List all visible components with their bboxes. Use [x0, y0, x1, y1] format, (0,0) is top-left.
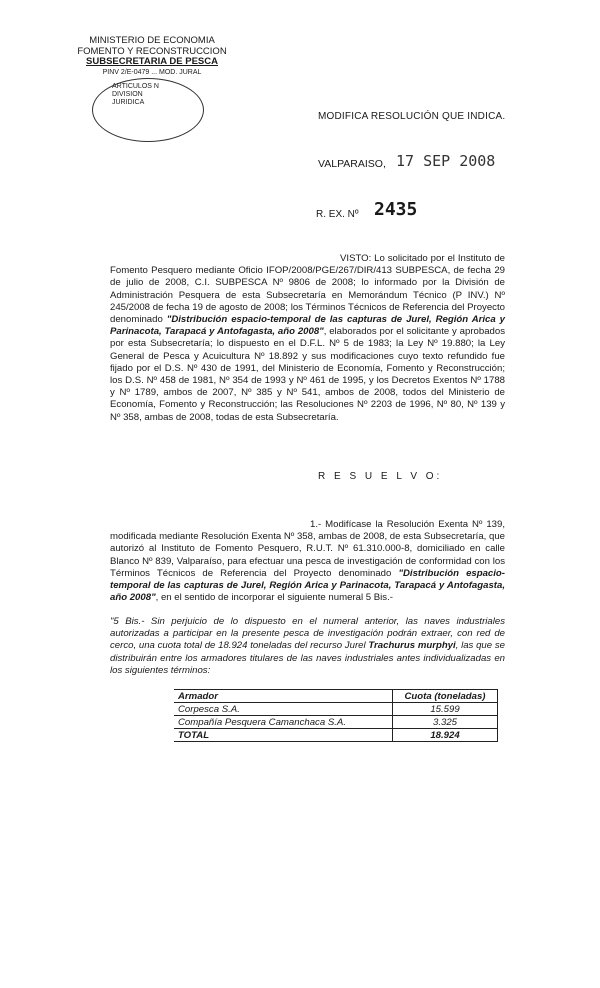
seal-line1: ARTICULOS N	[112, 83, 159, 90]
article1-text-2: , en el sentido de incorporar el siguiente numeral 5 Bis.-	[155, 592, 393, 604]
table-header-row	[174, 690, 498, 703]
visto-project-title: "Distribución espacio-temporal de las capturas de Jurel, Región Arica y Parinacota, Tarapacá y Antofagasta, año 2008"	[110, 314, 505, 338]
total-value: 18.924	[393, 729, 498, 742]
article1-text-1: 1.- Modifícase la Resolución Exenta Nº 139, modificada mediante Resolución Exenta Nº 358, ambas de 2008, de esta Subsecretaría, que autorizó al Instituto de Fomento Pesquero, R.U.T. Nº 61.310.000-8, domiciliado en calle Blanco Nº 839, Valparaíso, para efectuar una pesca de investigación de conformidad con los Términos Técnicos de Referencia del Proyecto denominado	[110, 519, 505, 579]
ministry-header	[62, 36, 242, 78]
quota-table-wrapper	[174, 689, 498, 742]
date-stamp: 17 SEP 2008	[396, 152, 496, 170]
ministry-line2: FOMENTO Y RECONSTRUCCION	[77, 45, 227, 57]
bis-text-2: , las que se distribuirán entre los armadores titulares de las naves industriales antes individualizadas en los siguientes términos:	[110, 640, 505, 676]
seal-line3: JURIDICA	[112, 99, 145, 106]
row2-armador: Compañía Pesquera Camanchaca S.A.	[174, 716, 393, 729]
row1-cuota: 15.599	[393, 703, 498, 716]
row2-cuota: 3.325	[393, 716, 498, 729]
header-armador: Armador	[174, 690, 393, 703]
table-row	[174, 703, 498, 716]
table-total-row	[174, 729, 498, 742]
header-cuota: Cuota (toneladas)	[393, 690, 498, 703]
table-row	[174, 716, 498, 729]
row1-armador: Corpesca S.A.	[174, 703, 393, 716]
quota-table	[174, 689, 498, 742]
ministry-line3: SUBSECRETARIA DE PESCA	[86, 56, 218, 67]
document-subject: MODIFICA RESOLUCIÓN QUE INDICA.	[318, 111, 506, 122]
species-name: Trachurus murphyi	[368, 640, 456, 652]
article1-project-title: "Distribución espacio-temporal de las capturas de Jurel, Región Arica y Parinacota, Tarapacá y Antofagasta, año 2008"	[110, 567, 505, 604]
seal-line2: DIVISION	[112, 91, 143, 98]
visto-text-1: VISTO: Lo solicitado por el Instituto de Fomento Pesquero mediante Oficio IFOP/2008/PGE/267/DIR/413 SUBPESCA, de fecha 29 de julio de 2008, C.I. SUBPESCA Nº 9806 de 2008; lo informado por la División de Administración Pesquera de esta Subsecretaría en Memorándum Técnico (P INV.) Nº 245/2008 de fecha 19 de agosto de 2008; los Términos Técnicos de Referencia del Proyecto denominado	[110, 253, 505, 326]
rex-label: R. EX. Nº	[316, 209, 359, 220]
rex-number: 2435	[374, 199, 418, 220]
ministry-line1: MINISTERIO DE ECONOMIA	[89, 35, 215, 46]
seal-text	[112, 83, 159, 107]
bis-paragraph	[110, 616, 505, 677]
total-label: TOTAL	[174, 729, 393, 742]
ministry-line4: PINV 2/E-0479 ... MOD. JURAL	[102, 68, 202, 76]
article1-paragraph	[110, 519, 505, 604]
visto-paragraph	[110, 253, 505, 424]
place-label: VALPARAISO,	[318, 158, 386, 170]
visto-text-2: , elaborados por el solicitante y aprobados por esta Subsecretaría; lo dispuesto en el D.F.L. Nº 5 de 1983; la Ley Nº 19.880; la Ley General de Pesca y Acuicultura Nº 18.892 y sus modificaciones cuyo texto refundido fue fijado por el D.S. Nº 430 de 1991, del Ministerio de Economía, Fomento y Reconstrucción; los D.S. Nº 458 de 1981, Nº 354 de 1993 y Nº 461 de 1995, y los Decretos Exentos Nº 1788 y Nº 1789, ambos de 2007, Nº 385 y Nº 541, ambos de 2008, todos del Ministerio de Economía, Fomento y Reconstrucción; las Resoluciones Nº 2203 de 1996, Nº 80, Nº 139 y Nº 358, ambas de 2008, todas de esta Subsecretaría.	[110, 326, 506, 423]
bis-text-1: "5 Bis.- Sin perjuicio de lo dispuesto en el numeral anterior, las naves industriales autorizadas a participar en la presente pesca de investigación podrán extraer, con red de cerco, una cuota total de 18.924 toneladas del recurso Jurel	[110, 616, 505, 652]
resuelvo-heading: R E S U E L V O:	[318, 471, 443, 482]
